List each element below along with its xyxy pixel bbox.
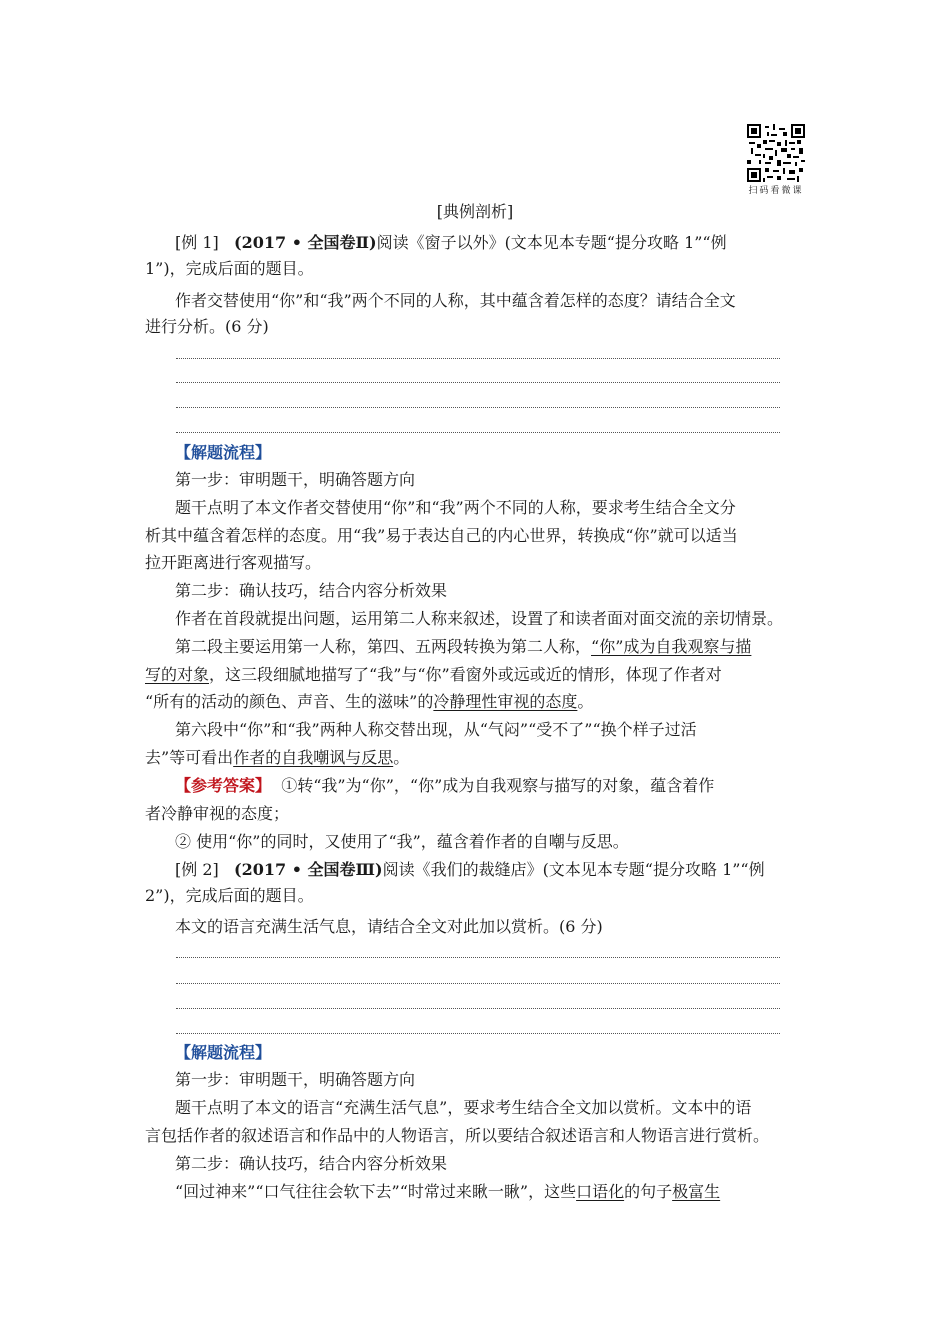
answer-line — [176, 983, 780, 984]
process2-step1-title: 第一步：审明题干，明确答题方向 — [175, 1070, 416, 1089]
process1-step2-title: 第二步：确认技巧，结合内容分析效果 — [175, 581, 448, 600]
process1-p2-line1 — [175, 637, 751, 657]
last-mid: 的句子 — [624, 1182, 673, 1201]
answer-line — [176, 382, 780, 383]
process2-step1-line1: 题干点明了本文的语言“充满生活气息”，要求考生结合全文加以赏析。文本中的语 — [175, 1098, 752, 1117]
p3-b-plain: 去”等可看出 — [145, 748, 234, 767]
last-plain: “回过神来”“口气往往会软下去”“时常过来瞅一瞅”，这些 — [175, 1182, 577, 1201]
process1-p2-line3 — [145, 692, 593, 712]
process1-p3-line1: 第六段中“你”和“我”两种人称交替出现，从“气闷”“受不了”“换个样子过活 — [175, 720, 697, 739]
process1-step1-line3: 拉开距离进行客观描写。 — [145, 553, 322, 572]
process1-step1-title: 第一步：审明题干，明确答题方向 — [175, 470, 416, 489]
process1-p3-line2 — [145, 748, 409, 768]
answer-line — [176, 432, 780, 433]
answer-line — [176, 358, 780, 359]
example1-intro-line1 — [175, 233, 727, 253]
answer-line — [176, 1008, 780, 1009]
example1-question-line2: 进行分析。(6 分) — [145, 317, 269, 336]
example2-intro-line1 — [175, 860, 765, 880]
qr-code-icon — [747, 124, 805, 182]
process2-last-line — [175, 1182, 720, 1202]
p3-b-end: 。 — [393, 748, 410, 767]
example2-source: (2017 • 全国卷Ⅲ) — [234, 860, 383, 879]
process2-header: 【解题流程】 — [175, 1043, 272, 1062]
example1-question-line1: 作者交替使用“你”和“我”两个不同的人称，其中蕴含着怎样的态度？请结合全文 — [175, 291, 736, 310]
answer1-header: 【参考答案】 — [175, 776, 272, 795]
example1-intro-line2: 1”)，完成后面的题目。 — [145, 259, 314, 278]
answer1-line1 — [175, 776, 714, 796]
example2-intro-line2: 2”)，完成后面的题目。 — [145, 886, 314, 905]
answer1-line2: 者冷静审视的态度； — [145, 804, 290, 823]
p2-a-plain: 第二段主要运用第一人称，第四、五两段转换为第二人称， — [175, 637, 592, 656]
section-title: [典例剖析] — [436, 202, 514, 221]
process1-p2-line2 — [145, 665, 722, 685]
answer-line — [176, 957, 780, 958]
example2-intro-a: 阅读《我们的裁缝店》(文本见本专题“提分攻略 1”“例 — [382, 860, 765, 879]
p2-c-plain: “所有的活动的颜色、声音、生的滋味”的 — [145, 692, 434, 711]
p2-a-underlined: “你”成为自我观察与描 — [591, 637, 752, 656]
example1-intro-a: 阅读《窗子以外》(文本见本专题“提分攻略 1”“例 — [376, 233, 727, 252]
qr-caption: 扫码看微课 — [748, 186, 804, 196]
answer-line — [176, 1033, 780, 1034]
example2-question: 本文的语言充满生活气息，请结合全文对此加以赏析。(6 分) — [175, 917, 603, 936]
answer1-a: ①转“我”为“你”，“你”成为自我观察与描写的对象，蕴含着作 — [281, 776, 715, 795]
process1-header: 【解题流程】 — [175, 443, 272, 462]
answer1-line3: ② 使用“你”的同时，又使用了“我”，蕴含着作者的自嘲与反思。 — [175, 832, 629, 851]
p3-b-underlined: 作者的自我嘲讽与反思 — [233, 748, 394, 767]
process1-step1-line2: 析其中蕴含着怎样的态度。用“我”易于表达自己的内心世界，转换成“你”就可以适当 — [145, 526, 738, 545]
last-underlined-2: 极富生 — [672, 1182, 721, 1201]
example1-source: (2017 • 全国卷Ⅱ) — [234, 233, 377, 252]
process2-step1-line2: 言包括作者的叙述语言和作品中的人物语言，所以要结合叙述语言和人物语言进行赏析。 — [145, 1126, 770, 1145]
p2-b-plain: ，这三段细腻地描写了“我”与“你”看窗外或远或近的情形，体现了作者对 — [209, 665, 722, 684]
example2-tag: [例 2] — [175, 860, 219, 879]
p2-c-end: 。 — [577, 692, 594, 711]
p2-c-underlined: 冷静理性审视的态度 — [433, 692, 578, 711]
process2-step2-title: 第二步：确认技巧，结合内容分析效果 — [175, 1154, 448, 1173]
process1-step1-line1: 题干点明了本文作者交替使用“你”和“我”两个不同的人称，要求考生结合全文分 — [175, 498, 736, 517]
example1-tag: [例 1] — [175, 233, 219, 252]
last-underlined-1: 口语化 — [576, 1182, 625, 1201]
p2-b-underlined: 写的对象 — [145, 665, 210, 684]
process1-p1: 作者在首段就提出问题，运用第二人称来叙述，设置了和读者面对面交流的亲切情景。 — [175, 609, 784, 628]
answer-line — [176, 407, 780, 408]
